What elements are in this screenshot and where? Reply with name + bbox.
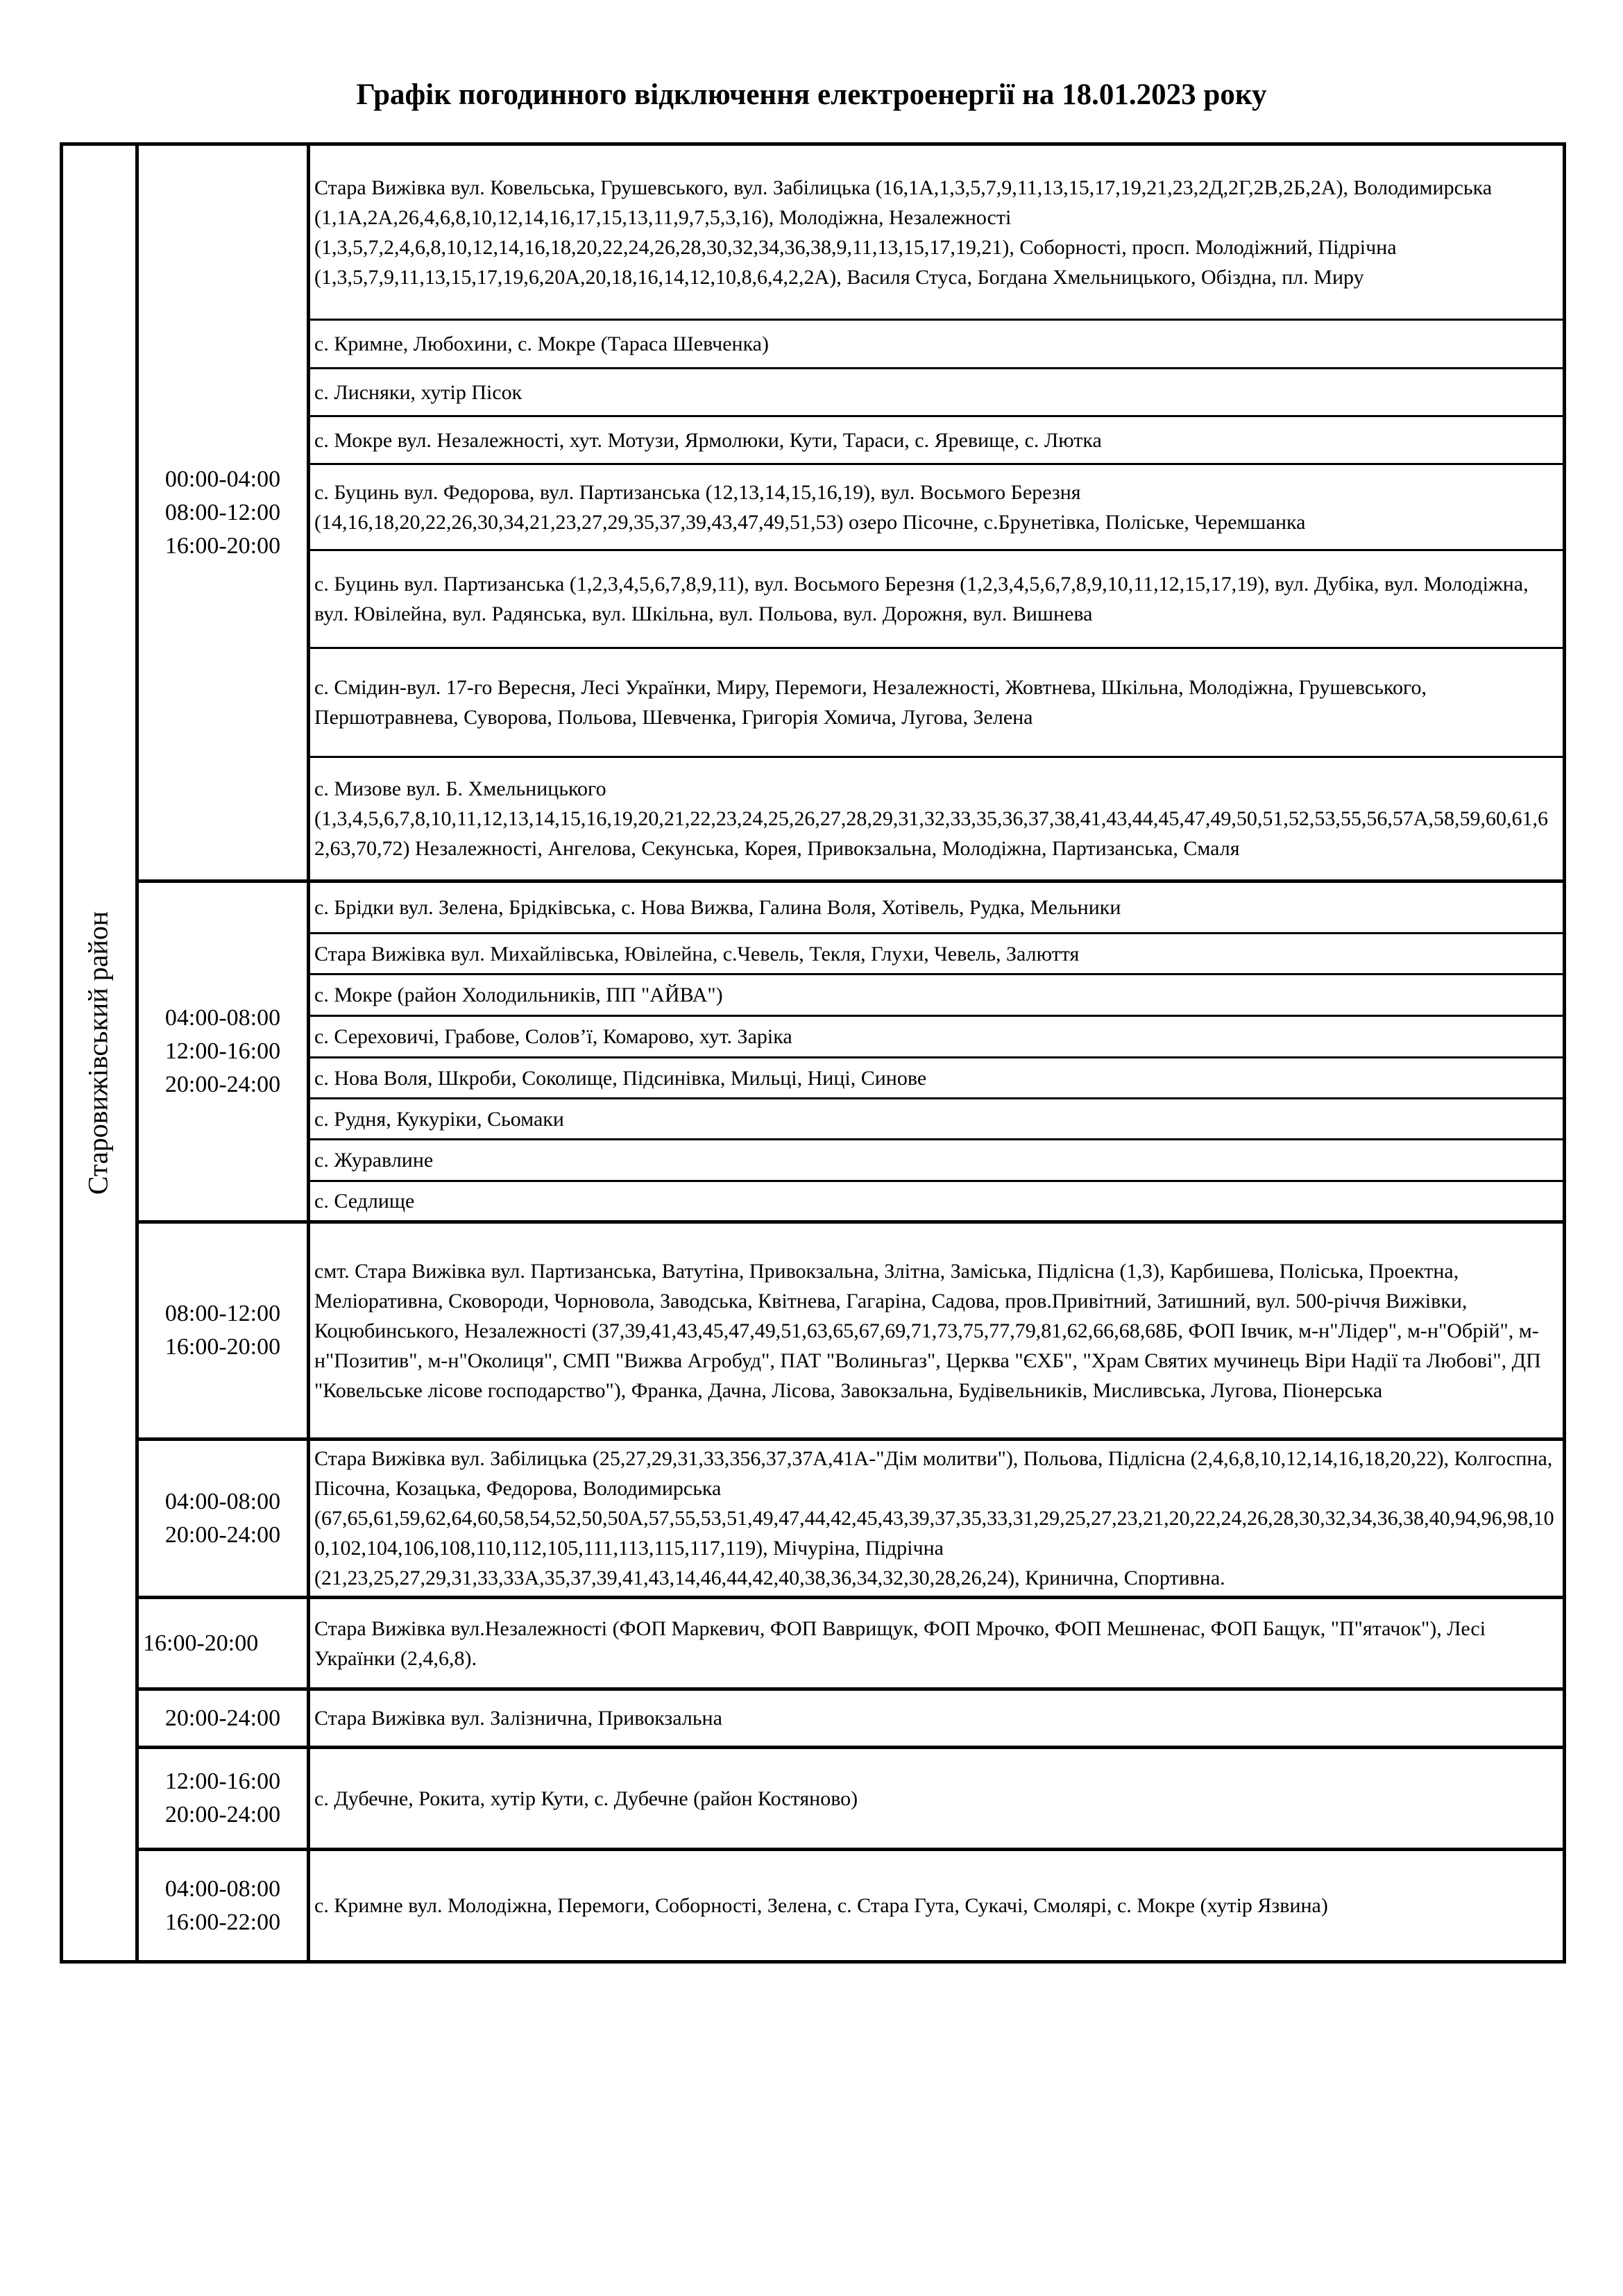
address-row: [310, 883, 1563, 934]
district-cell: [60, 142, 139, 1964]
time-range: 08:00-12:00: [164, 1301, 281, 1326]
address-row: [310, 975, 1563, 1017]
district-name: Старовижівський район: [82, 911, 113, 1195]
time-range: 04:00-08:00: [164, 1488, 281, 1514]
address-row: [310, 551, 1563, 649]
time-range: 20:00-24:00: [164, 1802, 281, 1827]
time-range: 12:00-16:00: [164, 1769, 281, 1794]
address-text: с. Брідки вул. Зелена, Брідківська, с. Нова Вижва, Галина Воля, Хотівель, Рудка, Мельники: [314, 896, 1121, 919]
address-row: [310, 934, 1563, 975]
address-text: с. Кримне вул. Молодіжна, Перемоги, Соборності, Зелена, с. Стара Гута, Сукачі, Смолярі, с. Мокре (хутір Язвина): [314, 1894, 1328, 1917]
address-text: с. Мокре (район Холодильників, ПП "АЙВА"): [314, 984, 723, 1006]
address-row: [310, 758, 1563, 883]
time-range: 08:00-12:00: [164, 499, 281, 525]
time-cell: [139, 1441, 310, 1599]
address-text: с. Буцинь вул. Федорова, вул. Партизанська (12,13,14,15,16,19), вул. Восьмого Березня (14,16,18,20,22,26,30,34,21,23,27,29,35,37,39,43,47,49,51,53) озеро Пісочне, с.Брунетівка, Поліське, Черемшанка: [314, 480, 1306, 534]
time-range: 12:00-16:00: [164, 1038, 281, 1064]
address-row: [310, 1224, 1563, 1441]
time-range: 20:00-24:00: [164, 1705, 281, 1731]
address-row: [310, 1599, 1563, 1691]
address-row: [310, 1140, 1563, 1182]
address-text: Стара Вижівка вул. Забілицька (25,27,29,31,33,356,37,37А,41А-"Дім молитви"), Польова, Підлісна (2,4,6,8,10,12,14,16,18,20,22), Колгоспна, Пісочна, Козацька, Федорова, Володимирська (67,65,61,59,62,64,60,58,54,52,50,50А,57,55,53,51,49,47,44,42,45,43,39,37,35,33,31,29,25,27,23,21,20,22,24,26,28,30,32,34,36,38,40,94,96,98,100,102,104,106,108,110,112,105,111,113,115,117,119), Мічуріна, Підрічна (21,23,25,27,29,31,33,33А,35,37,39,41,43,14,46,44,42,40,38,36,34,32,30,28,26,24), Кринична, Спортивна.: [314, 1447, 1554, 1589]
address-row: [310, 1099, 1563, 1140]
address-text: с. Дубечне, Рокита, хутір Кути, с. Дубечне (район Костяново): [314, 1787, 858, 1810]
time-range: 20:00-24:00: [164, 1521, 281, 1548]
address-text: Стара Вижівка вул. Михайлівська, Ювілейна, с.Чевель, Текля, Глухи, Чевель, Залюття: [314, 942, 1080, 965]
address-row: [310, 1058, 1563, 1099]
time-range: 16:00-20:00: [164, 532, 281, 559]
time-range: 16:00-22:00: [164, 1909, 281, 1935]
address-text: с. Журавлине: [314, 1149, 434, 1172]
address-row: [310, 1749, 1563, 1851]
address-row: [310, 465, 1563, 551]
address-row: [310, 1851, 1563, 1960]
time-cell: [139, 883, 310, 1224]
time-cell: [139, 1599, 310, 1691]
address-text: Стара Вижівка вул. Залізнична, Привокзальна: [314, 1707, 722, 1730]
address-row: [310, 1017, 1563, 1058]
time-cell: [139, 1224, 310, 1441]
address-row: [310, 1691, 1563, 1749]
address-row: [310, 649, 1563, 758]
address-text: с. Рудня, Кукуріки, Сьомаки: [314, 1107, 564, 1131]
time-cell: [139, 146, 310, 883]
address-row: [310, 321, 1563, 369]
address-row: [310, 369, 1563, 417]
time-range: 16:00-20:00: [143, 1630, 259, 1656]
address-text: с. Седлище: [314, 1190, 415, 1213]
address-text: с. Мизове вул. Б. Хмельницького (1,3,4,5,6,7,8,10,11,12,13,14,15,16,19,20,21,22,23,24,25,26,27,28,29,31,32,33,35,36,37,38,41,43,44,45,47,49,50,51,52,53,55,56,57А,58,59,60,61,62,63,70,72) Незалежності, Ангелова, Секунська, Корея, Привокзальна, Молодіжна, Партизанська, Смаля: [314, 777, 1549, 860]
address-text: с. Мокре вул. Незалежності, хут. Мотузи, Ярмолюки, Кути, Тараси, с. Яревище, с. Лютка: [314, 428, 1102, 452]
address-text: Стара Вижівка вул. Ковельська, Грушевського, вул. Забілицька (16,1А,1,3,5,7,9,11,13,15,17,19,21,23,2Д,2Г,2В,2Б,2А), Володимирська (1,1А,2А,26,4,6,8,10,12,14,16,17,15,13,11,9,7,5,3,16), Молодіжна, Незалежності (1,3,5,7,2,4,6,8,10,12,14,16,18,20,22,24,26,28,30,32,34,36,38,9,11,13,15,17,19,21), Соборності, просп. Молодіжний, Підрічна (1,3,5,7,9,11,13,15,17,19,6,20А,20,18,16,14,12,10,8,6,4,2,2А), Василя Стуса, Богдана Хмельницького, Обіздна, пл. Миру: [314, 176, 1493, 289]
address-text: с. Буцинь вул. Партизанська (1,2,3,4,5,6,7,8,9,11), вул. Восьмого Березня (1,2,3,4,5,6,7,8,9,10,11,12,15,17,19), вул. Дубіка, вул. Молодіжна, вул. Ювілейна, вул. Радянська, вул. Шкільна, вул. Польова, вул. Дорожня, вул. Вишнева: [314, 573, 1529, 625]
time-range: 04:00-08:00: [164, 1875, 281, 1902]
address-row: [310, 1182, 1563, 1224]
address-text: с. Лисняки, хутір Пісок: [314, 380, 522, 404]
address-row: [310, 1441, 1563, 1599]
address-text: с. Нова Воля, Шкроби, Соколище, Підсинівка, Мильці, Ниці, Синове: [314, 1066, 927, 1090]
time-cell: [139, 1749, 310, 1851]
time-cell: [139, 1851, 310, 1960]
time-range: 16:00-20:00: [164, 1334, 281, 1360]
page-title: Графік погодинного відключення електроенергії на 18.01.2023 року: [356, 78, 1267, 111]
address-text: Стара Вижівка вул.Незалежності (ФОП Маркевич, ФОП Ваврищук, ФОП Мрочко, ФОП Мешненас, ФОП Бащук, "П"ятачок"), Лесі Українки (2,4,6,8).: [314, 1617, 1486, 1670]
address-text: смт. Стара Вижівка вул. Партизанська, Ватутіна, Привокзальна, Злітна, Заміська, Підлісна (1,3), Карбишева, Поліська, Проектна, Меліоративна, Сковороди, Чорновола, Заводська, Квітнева, Гагаріна, Садова, пров.Привітний, Затишний, вул. 500-річчя Вижівки, Коцюбинського, Незалежності (37,39,41,43,45,47,49,51,63,65,67,69,71,73,75,77,79,81,62,66,68,68Б, ФОП Івчик, м-н"Лідер", м-н"Обрій", м-н"Позитив", м-н"Околиця", СМП "Вижва Агробуд", ПАТ "Волиньгаз", Церква "ЄХБ", "Храм Святих мучинець Віри Надії та Любові", ДП "Ковельське лісове господарство"), Франка, Дачна, Лісова, Завокзальна, Будівельників, Мисливська, Лугова, Піонерська: [314, 1259, 1541, 1402]
address-text: с. Смідин-вул. 17-го Вересня, Лесі Українки, Миру, Перемоги, Незалежності, Жовтнева, Шкільна, Молодіжна, Грушевського, Першотравнева, Суворова, Польова, Шевченка, Григорія Хомича, Лугова, Зелена: [314, 676, 1427, 729]
address-text: с. Сереховичі, Грабове, Солов’ї, Комарово, хут. Заріка: [314, 1025, 792, 1048]
address-row: [310, 146, 1563, 321]
time-range: 04:00-08:00: [164, 1005, 281, 1031]
time-range: 20:00-24:00: [164, 1072, 281, 1097]
time-cell: [139, 1691, 310, 1749]
address-row: [310, 417, 1563, 465]
address-text: с. Кримне, Любохини, с. Мокре (Тараса Шевченка): [314, 332, 769, 355]
time-range: 00:00-04:00: [164, 466, 281, 492]
